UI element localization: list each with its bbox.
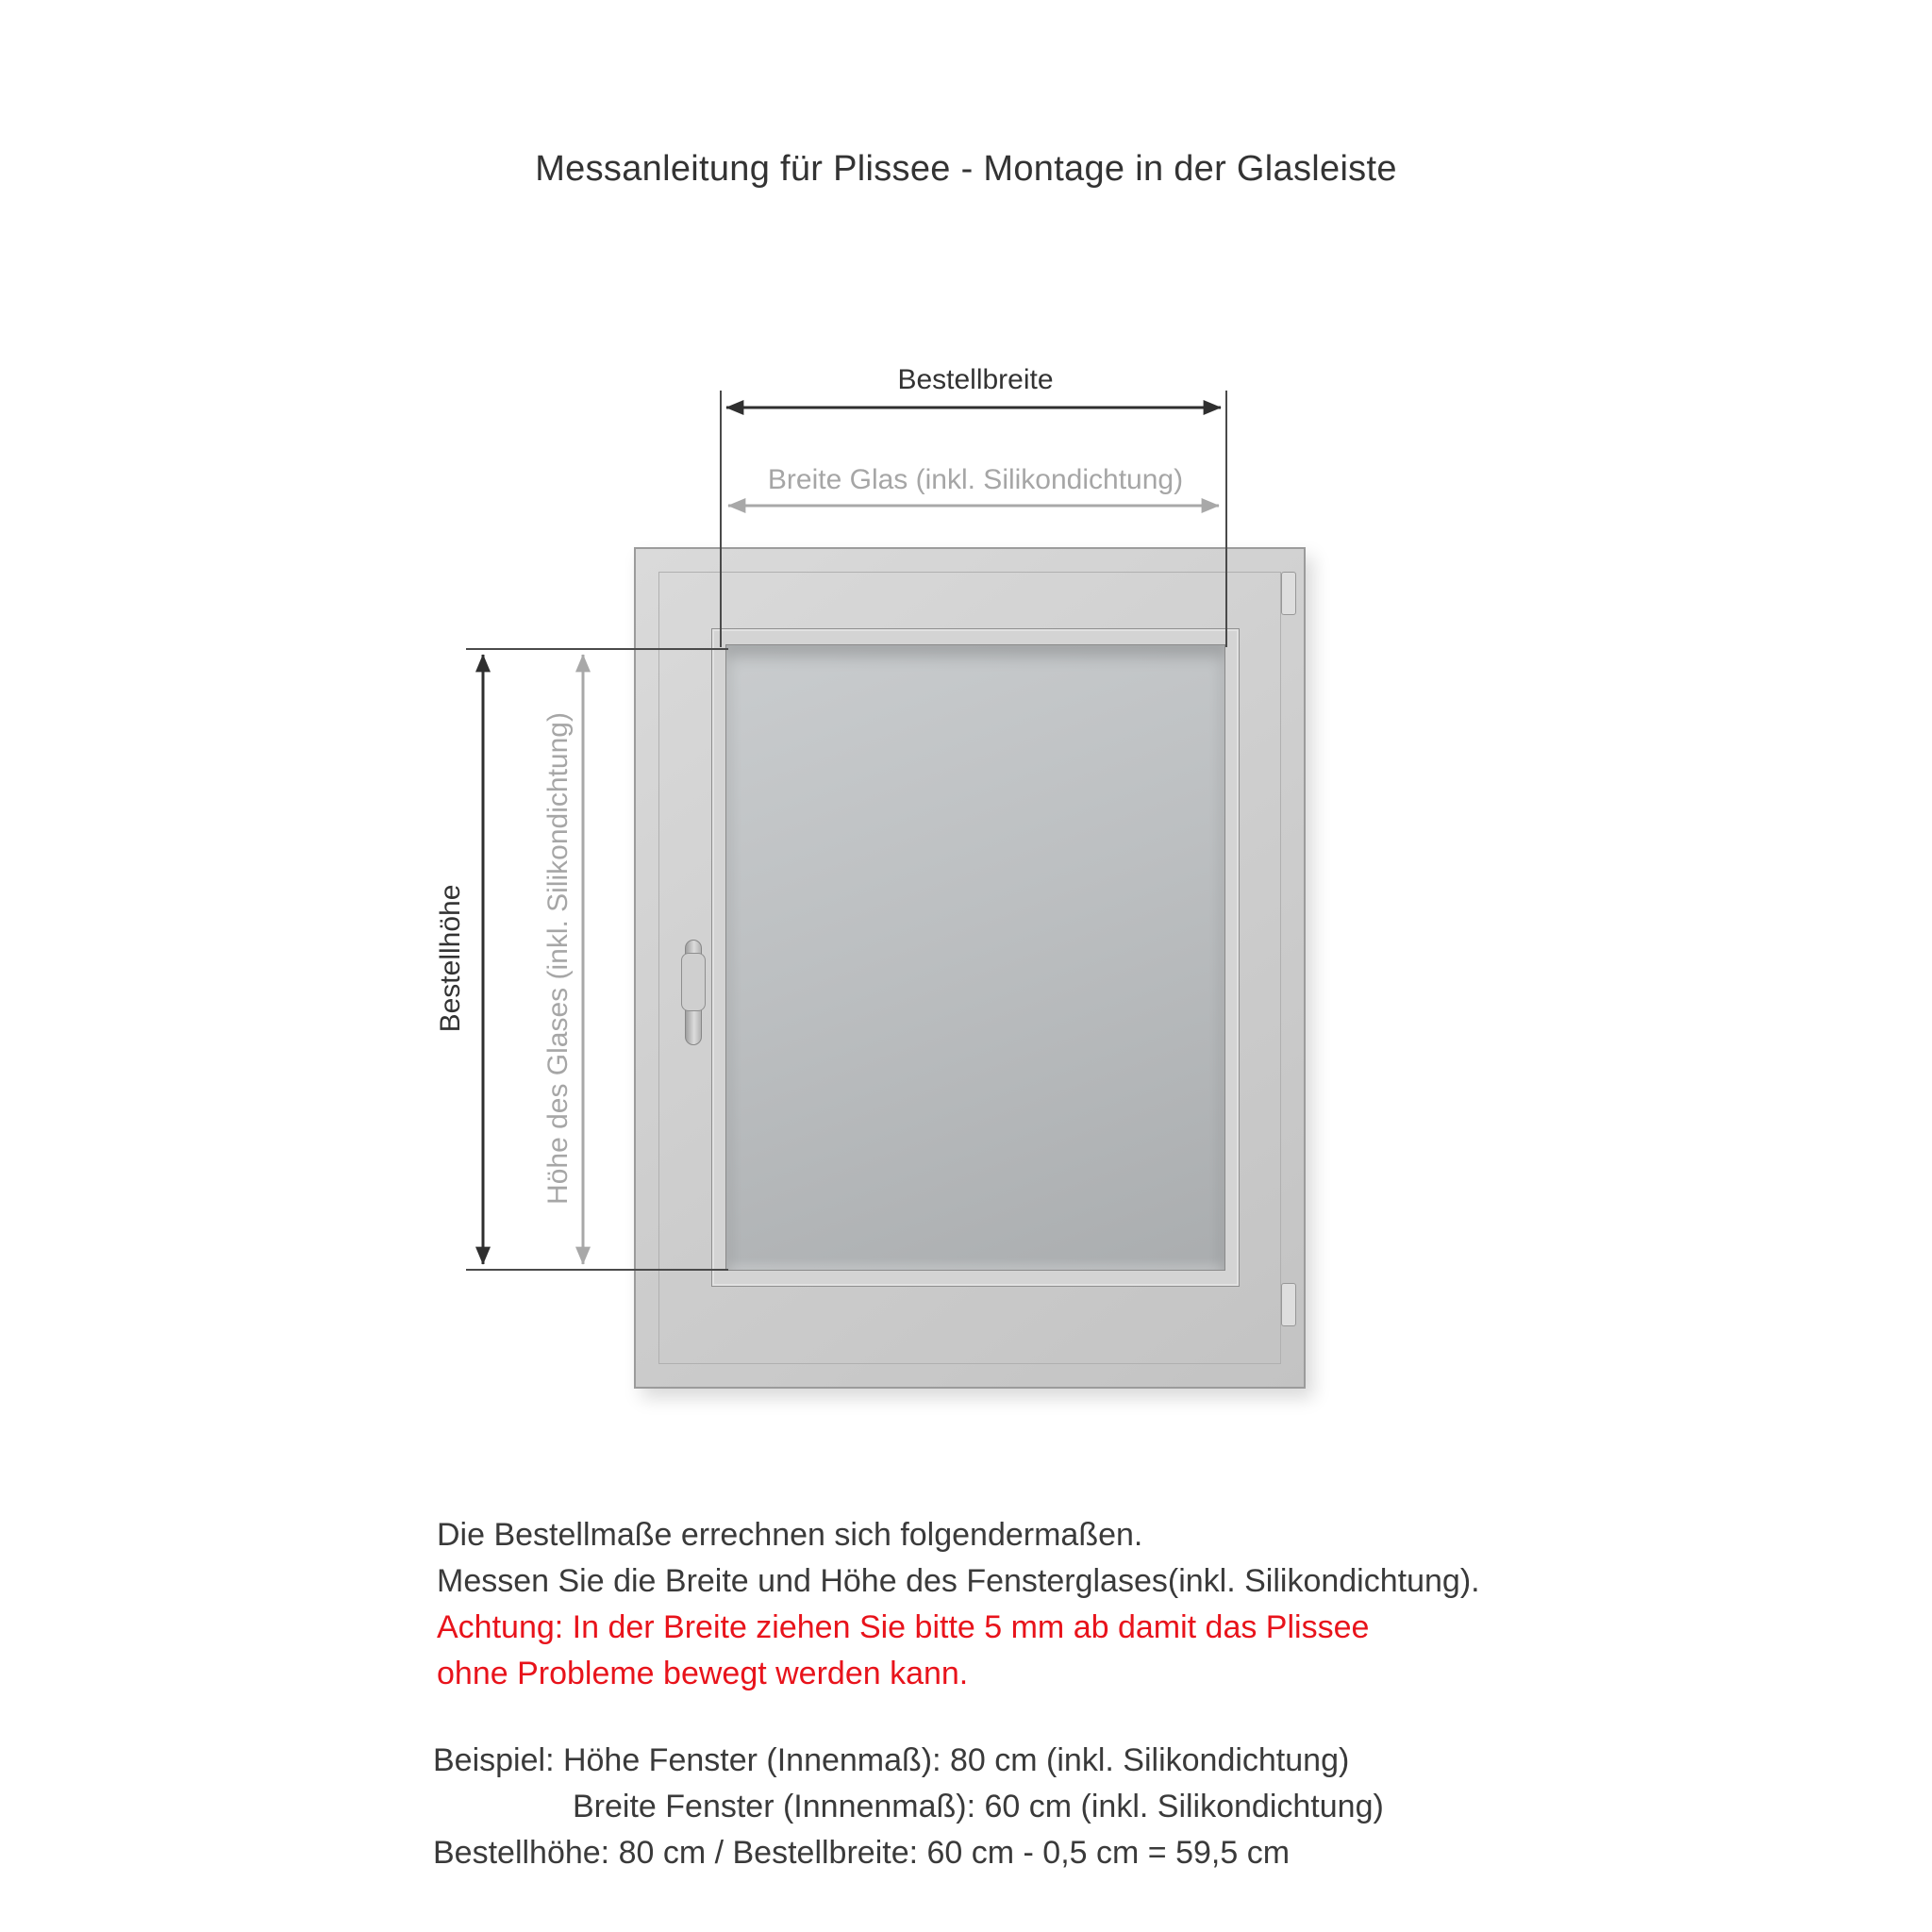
label-order-width: Bestellbreite [897, 364, 1054, 395]
instruction-line-2: Messen Sie die Breite und Höhe des Fensterglases(inkl. Silikondichtung). [437, 1563, 1480, 1599]
label-order-height: Bestellhöhe [435, 884, 466, 1033]
window-outer-frame [634, 547, 1306, 1389]
label-glass-width: Breite Glas (inkl. Silikondichtung) [767, 464, 1184, 495]
example-line-2: Breite Fenster (Innnenmaß): 60 cm (inkl. Silikondichtung) [573, 1789, 1384, 1824]
warning-line-2: ohne Probleme bewegt werden kann. [437, 1656, 969, 1691]
example-line-1: Beispiel: Höhe Fenster (Innenmaß): 80 cm (inkl. Silikondichtung) [433, 1742, 1350, 1778]
warning-line-1: Achtung: In der Breite ziehen Sie bitte 5 mm ab damit das Plissee [437, 1609, 1370, 1645]
instruction-line-1: Die Bestellmaße errechnen sich folgendermaßen. [437, 1517, 1143, 1553]
example-line-3: Bestellhöhe: 80 cm / Bestellbreite: 60 cm - 0,5 cm = 59,5 cm [433, 1835, 1291, 1871]
window-handle-base [681, 953, 706, 1011]
window-sash [711, 628, 1240, 1287]
example-block [433, 1738, 1384, 1876]
hinge-bottom [1281, 1283, 1296, 1326]
hinge-top [1281, 572, 1296, 615]
label-glass-height: Höhe des Glases (inkl. Silikondichtung) [542, 712, 574, 1205]
instructions-block [437, 1512, 1480, 1697]
page-title: Messanleitung für Plissee - Montage in der Glasleiste [535, 149, 1397, 189]
window-glass [725, 644, 1225, 1271]
